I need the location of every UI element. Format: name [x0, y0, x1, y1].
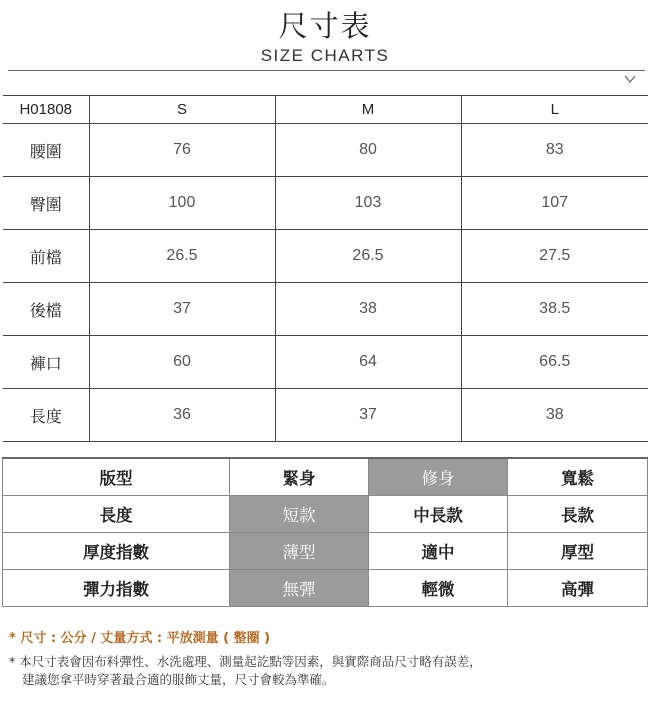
feature-option: 無彈	[230, 570, 369, 607]
table-cell: 60	[89, 336, 275, 389]
disclaimer-line: * 本尺寸表會因布料彈性、水洗處理、測量起訖點等因素，與實際商品尺寸略有誤差，	[9, 654, 482, 669]
row-label: 臀圍	[3, 177, 89, 230]
feature-option: 修身	[369, 458, 508, 496]
feature-option: 適中	[369, 533, 508, 570]
table-row	[3, 177, 648, 230]
page-subtitle: SIZE CHARTS	[260, 46, 390, 65]
feature-label: 版型	[3, 458, 230, 496]
size-table-header	[3, 96, 648, 124]
table-row	[3, 124, 648, 177]
row-label: 褲口	[3, 336, 89, 389]
table-cell: 107	[461, 177, 648, 230]
table-cell: 76	[89, 124, 275, 177]
feature-row-thickness	[3, 533, 648, 570]
table-cell: 26.5	[275, 230, 461, 283]
row-label: 後檔	[3, 283, 89, 336]
table-row	[3, 230, 648, 283]
disclaimer-note	[9, 653, 482, 689]
feature-option: 寬鬆	[508, 458, 648, 496]
table-cell: 38	[275, 283, 461, 336]
feature-option: 厚型	[508, 533, 648, 570]
table-row	[3, 336, 648, 389]
table-cell: 66.5	[461, 336, 648, 389]
table-cell: 83	[461, 124, 648, 177]
feature-label: 厚度指數	[3, 533, 230, 570]
feature-row-fit	[3, 458, 648, 496]
table-cell: 64	[275, 336, 461, 389]
unit-note: * 尺寸 : 公分 / 丈量方式 : 平放測量 ( 整圈 )	[9, 631, 271, 646]
feature-row-length	[3, 496, 648, 533]
table-cell: 37	[89, 283, 275, 336]
table-cell: 26.5	[89, 230, 275, 283]
chevron-down-icon[interactable]	[623, 72, 637, 86]
row-label: 長度	[3, 389, 89, 442]
table-row	[3, 283, 648, 336]
page-title: 尺寸表	[278, 9, 372, 43]
size-table	[3, 95, 648, 442]
feature-option: 高彈	[508, 570, 648, 607]
row-label: 前檔	[3, 230, 89, 283]
feature-label: 彈力指數	[3, 570, 230, 607]
table-cell: 103	[275, 177, 461, 230]
table-cell: 27.5	[461, 230, 648, 283]
feature-row-elasticity	[3, 570, 648, 607]
feature-table	[2, 457, 648, 607]
feature-option: 長款	[508, 496, 648, 533]
model-number: H01808	[3, 96, 89, 124]
table-cell: 80	[275, 124, 461, 177]
row-label: 腰圍	[3, 124, 89, 177]
size-header-m: M	[275, 96, 461, 124]
table-cell: 36	[89, 389, 275, 442]
table-cell: 38.5	[461, 283, 648, 336]
table-cell: 37	[275, 389, 461, 442]
feature-option: 輕微	[369, 570, 508, 607]
table-row	[3, 389, 648, 442]
table-cell: 100	[89, 177, 275, 230]
disclaimer-line: 建議您拿平時穿著最合適的服飾丈量，尺寸會較為準確。	[22, 672, 335, 687]
table-cell: 38	[461, 389, 648, 442]
feature-option: 中長款	[369, 496, 508, 533]
size-header-l: L	[461, 96, 648, 124]
feature-label: 長度	[3, 496, 230, 533]
feature-option: 緊身	[230, 458, 369, 496]
feature-option: 薄型	[230, 533, 369, 570]
title-divider	[8, 70, 645, 71]
size-header-s: S	[89, 96, 275, 124]
feature-option: 短款	[230, 496, 369, 533]
